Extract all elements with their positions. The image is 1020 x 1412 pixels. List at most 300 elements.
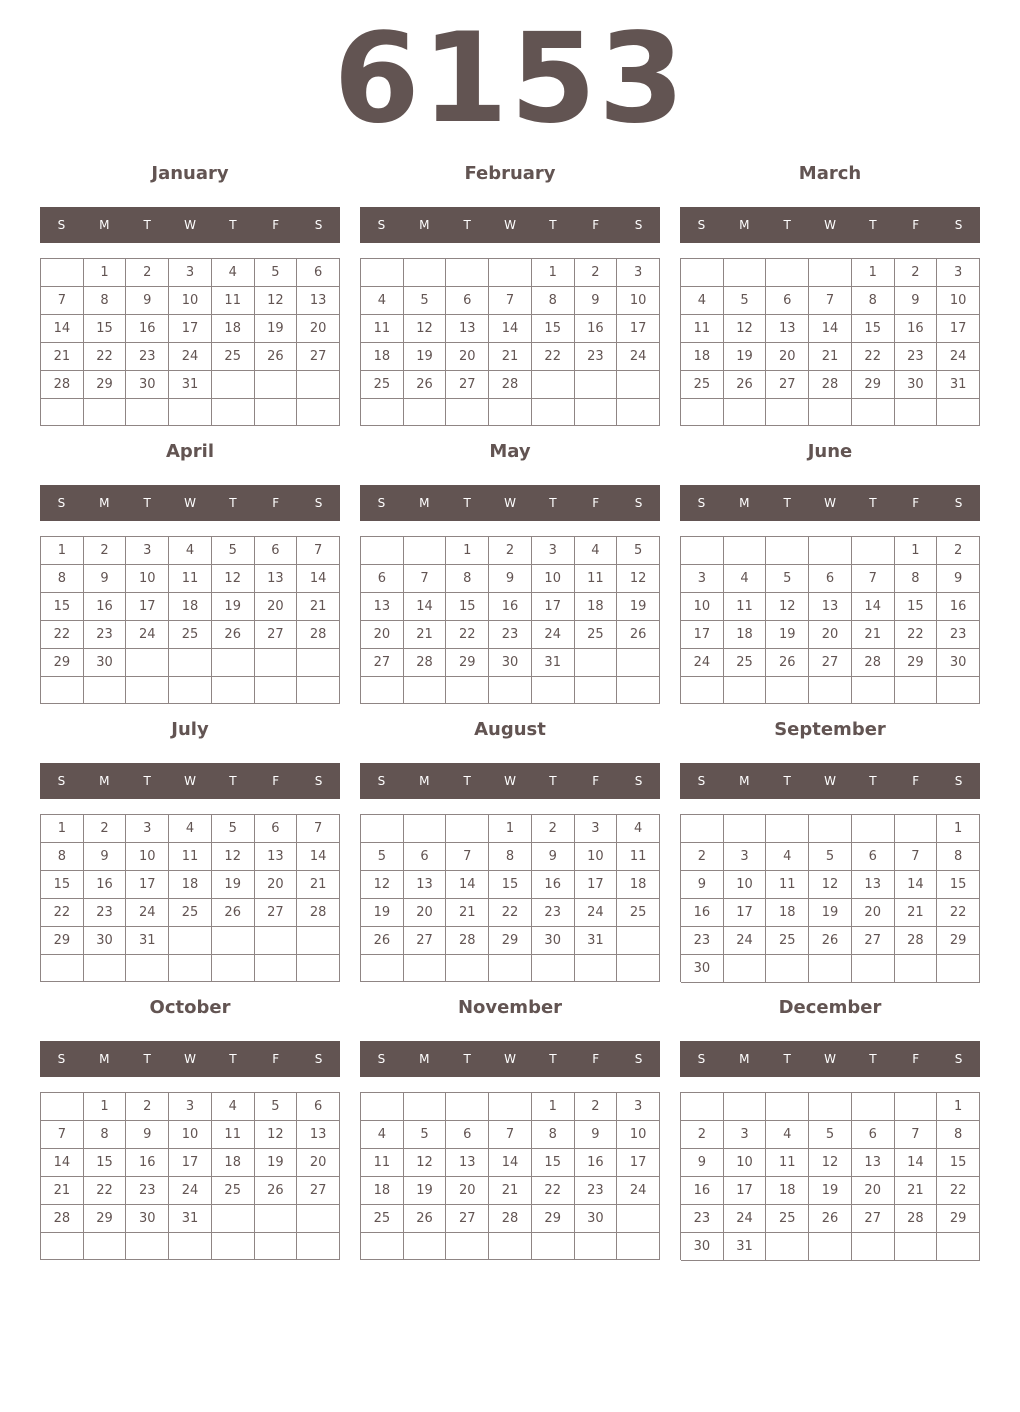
- empty-day-cell: [724, 537, 767, 565]
- empty-day-cell: [681, 537, 724, 565]
- day-cell: 22: [532, 343, 575, 371]
- weekday-label: M: [739, 496, 750, 510]
- day-cell: 21: [446, 899, 489, 927]
- day-cell: 17: [937, 315, 980, 343]
- empty-day-cell: [446, 677, 489, 704]
- empty-day-cell: [532, 1233, 575, 1260]
- day-cell: 6: [852, 843, 895, 871]
- day-cell: 23: [489, 621, 532, 649]
- day-grid: [360, 1092, 660, 1260]
- weekday-label: S: [377, 496, 386, 510]
- day-cell: 20: [255, 593, 298, 621]
- month-name: September: [774, 719, 886, 740]
- empty-day-cell: [41, 1233, 84, 1260]
- day-cell: 31: [937, 371, 980, 399]
- weekday-label: T: [869, 1052, 877, 1066]
- empty-day-cell: [852, 537, 895, 565]
- day-cell: 13: [255, 565, 298, 593]
- day-cell: 5: [809, 843, 852, 871]
- weekday-label: S: [377, 218, 386, 232]
- day-cell: 28: [446, 927, 489, 955]
- day-cell: 14: [297, 565, 340, 593]
- weekday-label: S: [314, 774, 323, 788]
- empty-day-cell: [255, 399, 298, 426]
- empty-day-cell: [446, 1093, 489, 1121]
- day-cell: 5: [617, 537, 660, 565]
- day-cell: 7: [41, 1121, 84, 1149]
- day-cell: 21: [297, 871, 340, 899]
- day-cell: 28: [404, 649, 447, 677]
- day-cell: 23: [937, 621, 980, 649]
- empty-day-cell: [766, 537, 809, 565]
- day-cell: 19: [617, 593, 660, 621]
- month-name: January: [151, 163, 229, 184]
- day-cell: 17: [724, 899, 767, 927]
- day-cell: 1: [84, 259, 127, 287]
- empty-day-cell: [766, 815, 809, 843]
- day-cell: 5: [724, 287, 767, 315]
- day-cell: 29: [41, 649, 84, 677]
- empty-day-cell: [489, 399, 532, 426]
- day-cell: 1: [41, 537, 84, 565]
- weekday-header: [360, 1041, 660, 1077]
- day-cell: 1: [41, 815, 84, 843]
- empty-day-cell: [724, 399, 767, 426]
- day-grid: [40, 258, 340, 426]
- weekday-label: T: [229, 1052, 237, 1066]
- weekday-header: [40, 207, 340, 243]
- empty-day-cell: [361, 1093, 404, 1121]
- day-cell: 12: [617, 565, 660, 593]
- day-cell: 13: [852, 1149, 895, 1177]
- day-cell: 27: [852, 927, 895, 955]
- day-cell: 28: [852, 649, 895, 677]
- weekday-label: S: [57, 1052, 66, 1066]
- day-cell: 11: [212, 287, 255, 315]
- day-cell: 20: [404, 899, 447, 927]
- weekday-label: T: [463, 1052, 471, 1066]
- day-cell: 31: [169, 1205, 212, 1233]
- day-cell: 9: [489, 565, 532, 593]
- day-grid: [40, 814, 340, 982]
- weekday-label: S: [697, 1052, 706, 1066]
- day-cell: 26: [212, 899, 255, 927]
- day-cell: 22: [937, 1177, 980, 1205]
- day-cell: 4: [575, 537, 618, 565]
- day-cell: 14: [852, 593, 895, 621]
- weekday-label: F: [272, 774, 280, 788]
- day-cell: 25: [361, 371, 404, 399]
- weekday-label: M: [419, 774, 430, 788]
- empty-day-cell: [617, 1233, 660, 1260]
- day-grid: [680, 258, 980, 426]
- weekday-label: F: [592, 218, 600, 232]
- empty-day-cell: [617, 649, 660, 677]
- day-cell: 6: [404, 843, 447, 871]
- day-cell: 23: [575, 343, 618, 371]
- day-cell: 8: [937, 843, 980, 871]
- day-cell: 4: [169, 815, 212, 843]
- weekday-label: W: [504, 1052, 516, 1066]
- day-cell: 20: [297, 315, 340, 343]
- day-cell: 19: [809, 1177, 852, 1205]
- day-cell: 9: [126, 1121, 169, 1149]
- month-name: December: [778, 997, 882, 1018]
- day-cell: 29: [937, 927, 980, 955]
- empty-day-cell: [297, 1233, 340, 1260]
- empty-day-cell: [361, 815, 404, 843]
- weekday-label: S: [697, 218, 706, 232]
- day-grid: [680, 536, 980, 704]
- day-cell: 29: [532, 1205, 575, 1233]
- weekday-label: M: [419, 496, 430, 510]
- day-cell: 25: [212, 1177, 255, 1205]
- empty-day-cell: [361, 955, 404, 982]
- day-cell: 23: [681, 1205, 724, 1233]
- empty-day-cell: [41, 1093, 84, 1121]
- day-cell: 18: [617, 871, 660, 899]
- month-february: [360, 160, 660, 426]
- day-cell: 27: [255, 621, 298, 649]
- day-cell: 14: [297, 843, 340, 871]
- day-cell: 30: [681, 955, 724, 983]
- day-grid: [680, 814, 980, 982]
- empty-day-cell: [852, 677, 895, 704]
- day-cell: 11: [361, 315, 404, 343]
- day-cell: 3: [617, 259, 660, 287]
- empty-day-cell: [404, 537, 447, 565]
- day-cell: 17: [724, 1177, 767, 1205]
- month-march: [680, 160, 980, 426]
- empty-day-cell: [41, 259, 84, 287]
- day-cell: 22: [937, 899, 980, 927]
- day-cell: 20: [852, 1177, 895, 1205]
- month-name: November: [457, 997, 563, 1018]
- weekday-label: M: [99, 774, 110, 788]
- day-cell: 1: [895, 537, 938, 565]
- empty-day-cell: [404, 1233, 447, 1260]
- empty-day-cell: [84, 677, 127, 704]
- day-cell: 6: [766, 287, 809, 315]
- weekday-label: S: [57, 774, 66, 788]
- day-cell: 23: [84, 899, 127, 927]
- day-cell: 11: [169, 565, 212, 593]
- day-cell: 12: [212, 843, 255, 871]
- day-cell: 30: [575, 1205, 618, 1233]
- day-cell: 11: [681, 315, 724, 343]
- empty-day-cell: [255, 927, 298, 955]
- weekday-header: [360, 207, 660, 243]
- weekday-label: T: [869, 218, 877, 232]
- day-cell: 17: [681, 621, 724, 649]
- day-cell: 14: [809, 315, 852, 343]
- day-cell: 20: [852, 899, 895, 927]
- day-cell: 8: [446, 565, 489, 593]
- day-cell: 17: [126, 593, 169, 621]
- day-cell: 7: [809, 287, 852, 315]
- day-cell: 3: [169, 259, 212, 287]
- day-cell: 13: [766, 315, 809, 343]
- day-cell: 26: [766, 649, 809, 677]
- day-cell: 2: [575, 1093, 618, 1121]
- weekday-label: M: [99, 218, 110, 232]
- day-cell: 7: [895, 1121, 938, 1149]
- day-cell: 23: [681, 927, 724, 955]
- empty-day-cell: [212, 1205, 255, 1233]
- empty-day-cell: [724, 815, 767, 843]
- day-cell: 7: [297, 537, 340, 565]
- day-cell: 8: [41, 843, 84, 871]
- weekday-label: W: [504, 774, 516, 788]
- weekday-label: S: [954, 218, 963, 232]
- weekday-label: T: [869, 774, 877, 788]
- day-cell: 5: [255, 1093, 298, 1121]
- empty-day-cell: [489, 677, 532, 704]
- day-cell: 25: [212, 343, 255, 371]
- day-grid: [360, 814, 660, 982]
- day-cell: 12: [255, 1121, 298, 1149]
- day-cell: 10: [169, 287, 212, 315]
- day-cell: 9: [84, 843, 127, 871]
- day-cell: 28: [895, 1205, 938, 1233]
- day-cell: 29: [84, 371, 127, 399]
- day-cell: 11: [169, 843, 212, 871]
- empty-day-cell: [575, 399, 618, 426]
- day-cell: 27: [297, 1177, 340, 1205]
- day-cell: 15: [532, 315, 575, 343]
- empty-day-cell: [212, 371, 255, 399]
- day-cell: 25: [724, 649, 767, 677]
- day-cell: 3: [617, 1093, 660, 1121]
- day-cell: 6: [297, 1093, 340, 1121]
- day-cell: 23: [126, 343, 169, 371]
- day-cell: 28: [297, 899, 340, 927]
- weekday-label: S: [634, 1052, 643, 1066]
- empty-day-cell: [212, 399, 255, 426]
- day-cell: 25: [766, 1205, 809, 1233]
- weekday-label: F: [912, 218, 920, 232]
- day-cell: 30: [489, 649, 532, 677]
- weekday-label: M: [739, 218, 750, 232]
- weekday-label: S: [954, 774, 963, 788]
- day-cell: 9: [532, 843, 575, 871]
- day-cell: 3: [126, 537, 169, 565]
- day-cell: 13: [809, 593, 852, 621]
- day-cell: 19: [212, 871, 255, 899]
- empty-day-cell: [852, 399, 895, 426]
- empty-day-cell: [681, 815, 724, 843]
- empty-day-cell: [297, 927, 340, 955]
- empty-day-cell: [809, 259, 852, 287]
- empty-day-cell: [617, 677, 660, 704]
- weekday-label: W: [824, 496, 836, 510]
- day-cell: 16: [937, 593, 980, 621]
- day-cell: 3: [937, 259, 980, 287]
- day-cell: 10: [126, 565, 169, 593]
- day-cell: 9: [126, 287, 169, 315]
- day-cell: 24: [169, 1177, 212, 1205]
- day-cell: 30: [937, 649, 980, 677]
- weekday-label: M: [99, 1052, 110, 1066]
- day-cell: 6: [297, 259, 340, 287]
- weekday-header: [680, 763, 980, 799]
- empty-day-cell: [681, 399, 724, 426]
- empty-day-cell: [532, 955, 575, 982]
- day-cell: 26: [809, 927, 852, 955]
- empty-day-cell: [255, 677, 298, 704]
- day-cell: 26: [724, 371, 767, 399]
- day-cell: 23: [532, 899, 575, 927]
- day-cell: 1: [937, 1093, 980, 1121]
- empty-day-cell: [617, 927, 660, 955]
- day-grid: [680, 1092, 980, 1260]
- day-cell: 16: [681, 1177, 724, 1205]
- empty-day-cell: [404, 955, 447, 982]
- day-cell: 20: [809, 621, 852, 649]
- day-cell: 4: [724, 565, 767, 593]
- empty-day-cell: [937, 1233, 980, 1261]
- day-cell: 30: [895, 371, 938, 399]
- month-december: [680, 994, 980, 1260]
- day-cell: 19: [255, 315, 298, 343]
- weekday-label: W: [184, 774, 196, 788]
- empty-day-cell: [489, 1233, 532, 1260]
- empty-day-cell: [255, 955, 298, 982]
- weekday-label: T: [549, 218, 557, 232]
- day-cell: 13: [255, 843, 298, 871]
- empty-day-cell: [446, 399, 489, 426]
- day-cell: 30: [126, 371, 169, 399]
- empty-day-cell: [852, 815, 895, 843]
- weekday-label: F: [592, 1052, 600, 1066]
- empty-day-cell: [852, 1233, 895, 1261]
- empty-day-cell: [126, 677, 169, 704]
- day-cell: 15: [895, 593, 938, 621]
- empty-day-cell: [41, 677, 84, 704]
- day-cell: 28: [489, 1205, 532, 1233]
- day-cell: 17: [575, 871, 618, 899]
- empty-day-cell: [809, 815, 852, 843]
- day-cell: 1: [84, 1093, 127, 1121]
- weekday-header: [40, 763, 340, 799]
- day-cell: 30: [84, 927, 127, 955]
- day-cell: 9: [937, 565, 980, 593]
- day-cell: 30: [681, 1233, 724, 1261]
- weekday-label: S: [697, 774, 706, 788]
- day-cell: 4: [361, 1121, 404, 1149]
- day-cell: 29: [446, 649, 489, 677]
- day-cell: 15: [937, 871, 980, 899]
- day-cell: 27: [852, 1205, 895, 1233]
- day-cell: 17: [617, 315, 660, 343]
- day-cell: 13: [404, 871, 447, 899]
- empty-day-cell: [41, 399, 84, 426]
- month-name: April: [165, 441, 215, 462]
- empty-day-cell: [361, 1233, 404, 1260]
- empty-day-cell: [895, 399, 938, 426]
- day-cell: 25: [681, 371, 724, 399]
- day-cell: 7: [852, 565, 895, 593]
- empty-day-cell: [617, 371, 660, 399]
- day-cell: 3: [681, 565, 724, 593]
- day-cell: 24: [126, 899, 169, 927]
- empty-day-cell: [212, 955, 255, 982]
- empty-day-cell: [212, 649, 255, 677]
- day-cell: 16: [489, 593, 532, 621]
- empty-day-cell: [84, 399, 127, 426]
- day-cell: 27: [361, 649, 404, 677]
- day-cell: 30: [532, 927, 575, 955]
- day-cell: 8: [532, 1121, 575, 1149]
- day-cell: 27: [766, 371, 809, 399]
- day-cell: 5: [212, 537, 255, 565]
- empty-day-cell: [681, 677, 724, 704]
- day-cell: 29: [84, 1205, 127, 1233]
- day-cell: 26: [212, 621, 255, 649]
- day-cell: 13: [297, 287, 340, 315]
- day-cell: 6: [809, 565, 852, 593]
- day-cell: 2: [84, 537, 127, 565]
- month-name: August: [474, 719, 546, 740]
- day-cell: 21: [404, 621, 447, 649]
- day-cell: 13: [852, 871, 895, 899]
- month-january: [40, 160, 340, 426]
- day-cell: 29: [937, 1205, 980, 1233]
- day-cell: 5: [361, 843, 404, 871]
- day-cell: 17: [169, 1149, 212, 1177]
- day-cell: 15: [84, 315, 127, 343]
- weekday-label: S: [634, 218, 643, 232]
- weekday-label: S: [377, 774, 386, 788]
- day-cell: 27: [446, 371, 489, 399]
- empty-day-cell: [446, 955, 489, 982]
- day-cell: 11: [766, 1149, 809, 1177]
- day-cell: 22: [41, 899, 84, 927]
- empty-day-cell: [532, 399, 575, 426]
- weekday-label: T: [463, 218, 471, 232]
- day-cell: 10: [126, 843, 169, 871]
- day-grid: [40, 1092, 340, 1260]
- day-cell: 14: [895, 871, 938, 899]
- day-cell: 7: [41, 287, 84, 315]
- empty-day-cell: [169, 677, 212, 704]
- day-cell: 9: [575, 1121, 618, 1149]
- weekday-label: F: [592, 774, 600, 788]
- weekday-label: S: [634, 774, 643, 788]
- weekday-label: S: [377, 1052, 386, 1066]
- weekday-label: S: [314, 1052, 323, 1066]
- day-cell: 10: [724, 1149, 767, 1177]
- day-cell: 7: [489, 287, 532, 315]
- day-cell: 29: [489, 927, 532, 955]
- day-cell: 10: [724, 871, 767, 899]
- empty-day-cell: [895, 677, 938, 704]
- weekday-label: T: [463, 496, 471, 510]
- day-cell: 18: [212, 315, 255, 343]
- empty-day-cell: [169, 955, 212, 982]
- weekday-label: W: [184, 218, 196, 232]
- day-cell: 6: [361, 565, 404, 593]
- empty-day-cell: [489, 955, 532, 982]
- day-cell: 22: [532, 1177, 575, 1205]
- empty-day-cell: [361, 677, 404, 704]
- day-cell: 4: [766, 1121, 809, 1149]
- day-cell: 31: [724, 1233, 767, 1261]
- day-cell: 19: [809, 899, 852, 927]
- day-cell: 28: [489, 371, 532, 399]
- day-cell: 17: [532, 593, 575, 621]
- empty-day-cell: [809, 399, 852, 426]
